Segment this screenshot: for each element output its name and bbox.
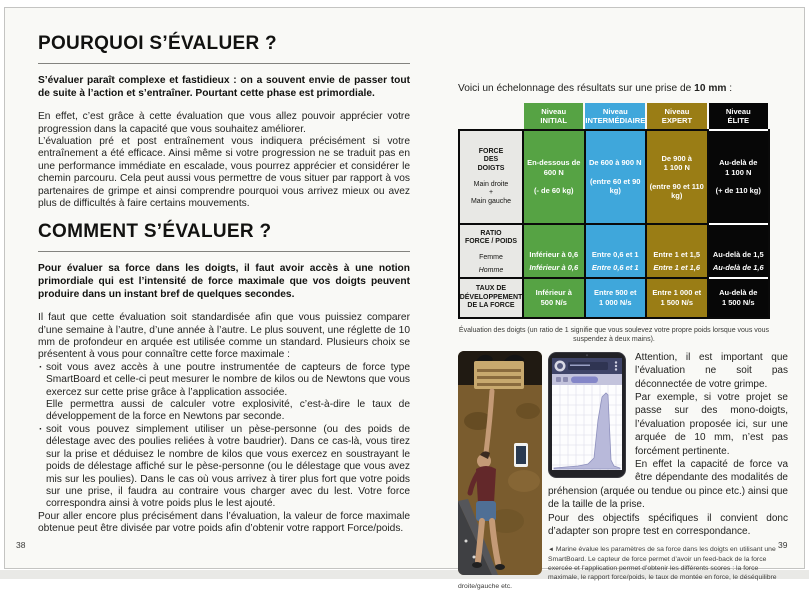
bullet-item — [38, 424, 410, 511]
title-divider — [38, 251, 410, 252]
header-niveau-intermediaire: Niveau INTERMÉDIAIRE — [585, 103, 645, 129]
tool-icon — [556, 377, 561, 382]
intro-bold: 10 mm — [694, 83, 727, 94]
header-niveau-initial: Niveau INITIAL — [524, 103, 583, 129]
left-arrow-icon: ◄ — [548, 546, 554, 553]
cell-force-initial: En-dessous de 600 N (- de 60 kg) — [524, 131, 584, 223]
row-label-ratio: RATIO FORCE / POIDS Femme Homme — [460, 225, 522, 277]
page-number-left: 38 — [16, 540, 26, 550]
cell-taux-expert: Entre 1 000 et 1 500 N/s — [647, 279, 707, 317]
cell-taux-elite: Au-delà de 1 500 N/s — [709, 279, 769, 317]
climber-photo — [458, 351, 542, 575]
cell-ratio-initial: Inférieur à 0,6 Inférieur à 0,6 — [524, 225, 584, 277]
intro-text: : — [726, 83, 733, 94]
cell-force-intermediaire: De 600 à 900 N (entre 60 et 90 kg) — [586, 131, 646, 223]
aside-paragraph: Pour des objectifs spécifiques il convient donc d’adapter son propre test en correspondance. — [548, 512, 788, 538]
cell-force-elite: Au-delà de 1 100 N (+ de 110 kg) — [709, 131, 769, 223]
photo-footnote: ◄ Marine évalue les paramètres de sa force dans les doigts en utilisant une SmartBoard. Le capteur de force permet d’avoir un feed-back de la force exercée et l’application permet d’obtenir les différents scores : la force maximale, le rapport force/poids, le taux de montée en force, le déséquilibre droite/gauche etc. — [458, 545, 777, 590]
body-paragraph: En effet, c’est grâce à cette évaluation que vous allez pouvoir apprécier votre progression dans la capacité que vous souhaitez améliorer. — [38, 111, 410, 135]
menu-dots-icon — [615, 361, 617, 363]
row-label-taux: TAUX DE DÉVELOPPEMENT DE LA FORCE — [460, 279, 522, 317]
timer-pill — [571, 376, 598, 383]
aside-paragraph: Par exemple, si votre projet se passe sur des mono-doigts, l’évaluation proposée ici, sur une arquée de 10 mm, n’est pas forcément pertinente. — [635, 392, 788, 457]
force-chart — [552, 385, 622, 470]
left-page-column — [38, 33, 410, 536]
app-screenshot — [548, 352, 626, 478]
page-number-right: 39 — [778, 540, 788, 550]
section-title-comment: COMMENT S’ÉVALUER ? — [38, 221, 272, 243]
levels-table — [458, 103, 770, 319]
lead-paragraph: S’évaluer paraît complexe et fastidieux : on a souvent envie de passer tout de suite à l’action et s’entraîner. Pourtant cette phase est primordiale. — [38, 75, 410, 99]
cell-force-expert: De 900 à 1 100 N (entre 90 et 110 kg) — [647, 131, 707, 223]
header-niveau-expert: Niveau EXPERT — [647, 103, 706, 129]
tool-icon — [563, 377, 568, 382]
table-header-row — [458, 103, 770, 129]
bullet-text: Elle permettra aussi de calculer votre explosivité, c’est-à-dire le taux de développement de la force en Newtons par seconde. — [46, 399, 410, 423]
bullet-text: · soit vous pouvez simplement utiliser un pèse-personne (ou des poids de délestage avec des poulies reliées à votre baudrier). Dans ce cas-là, vous tirez sur la prise et déduisez le nombre de kilos que vous exercez en soustrayant le poids de délestage affiché sur le pèse-personne (ou le délestage que vous avez mis sur les poulies). Dans le cas où vous arrivez à tirer plus fort que votre poids sur une prise, il faudra au contraire vous charger avec du lest. Votre force correspondra ainsi à votre poids plus le lest ajouté. — [46, 423, 410, 510]
table-body — [458, 129, 770, 319]
media-and-text-block — [458, 351, 788, 591]
bullet-item — [38, 362, 410, 424]
aside-paragraph: Attention, il est important que l’évaluation ne soit pas déconnectée de votre grimpe. — [635, 351, 788, 390]
header-niveau-elite: Niveau ÉLITE — [709, 103, 768, 129]
body-paragraph: Il faut que cette évaluation soit standardisée afin que vous puissiez comparer d’une semaine à l’autre, d’une année à l’autre. Le plus souvent, une réglette de 10 mm de profondeur en arquée est utilisée comme un standard. Plusieurs choix se présentent à vous pour connaître cette force maximale : — [38, 312, 410, 361]
camera-dot-icon — [586, 354, 588, 356]
row-label-force: FORCE DES DOIGTS Main droite + Main gauche — [460, 131, 522, 223]
intro-text: Voici un échelonnage des résultats sur une prise de — [458, 83, 695, 94]
table-intro — [458, 82, 788, 95]
bullet-text: · soit vous avez accès à une poutre instrumentée de capteurs de force type SmartBoard et celle-ci peut mesurer le nombre de kilos ou de Newtons que vous exercez sur cette prise grâce à l’application associée. — [46, 361, 410, 398]
title-divider — [38, 63, 410, 64]
cell-taux-intermediaire: Entre 500 et 1 000 N/s — [586, 279, 646, 317]
cell-ratio-elite: Au-delà de 1,5 Au-delà de 1,6 — [709, 225, 769, 277]
cell-ratio-expert: Entre 1 et 1,5 Entre 1 et 1,6 — [647, 225, 707, 277]
aside-paragraph: En effet la capacité de force va être dépendante des modalités de préhension (arquée ou tendue ou pince etc.) ainsi que de la taille de la prise. — [548, 459, 788, 511]
section-title-pourquoi: POURQUOI S’ÉVALUER ? — [38, 33, 277, 54]
table-caption: Évaluation des doigts (un ratio de 1 signifie que vous soulevez votre propre poids lorsque vous vous suspendez à deux mains). — [458, 326, 770, 343]
right-page-column — [458, 82, 788, 591]
header-empty-cell — [460, 103, 522, 129]
body-paragraph: Pour aller encore plus précisément dans l’évaluation, la valeur de force maximale obtenue peut être divisée par votre poids afin d’obtenir votre rapport Force/poids. — [38, 510, 410, 535]
cell-taux-initial: Inférieur à 500 N/s — [524, 279, 584, 317]
body-paragraph: L’évaluation pré et post entraînement vous indiquera précisément si votre entraînement a été efficace. Ainsi même si votre progression ne se traduit pas en une performance immédiate en escalade, vous pourrez apprécier et considérer le chemin parcouru. Cela peut aussi vous permettre de vous situer par rapport à vos partenaires de grimpe et ainsi comprendre pourquoi vous arrivez mieux ou avez plus de difficultés à faire certains mouvements. — [38, 136, 410, 210]
lead-paragraph: Pour évaluer sa force dans les doigts, il faut avoir accès à une notion primordiale qui est l’intensité de force maximale que vos doigts peuvent produire dans un instant bref de quelques secondes. — [38, 263, 410, 300]
cell-ratio-intermediaire: Entre 0,6 et 1 Entre 0,6 et 1 — [586, 225, 646, 277]
